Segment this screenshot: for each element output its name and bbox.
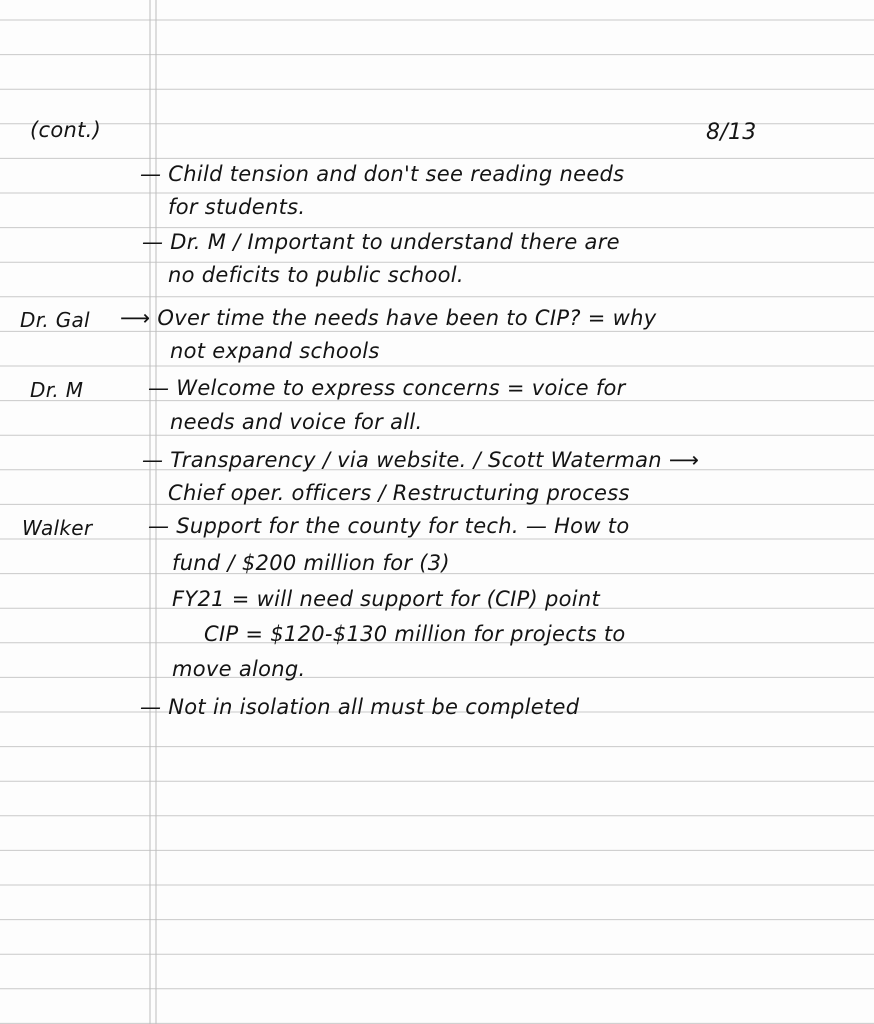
note-line-1: — Child tension and don't see reading needs xyxy=(140,162,625,186)
header-cont: (cont.) xyxy=(30,118,102,142)
speaker-dr-m: Dr. M xyxy=(30,378,84,402)
note-line-14: CIP = $120-$130 million for projects to xyxy=(204,622,626,646)
note-line-3: — Dr. M / Important to understand there are xyxy=(142,230,620,254)
note-line-16: — Not in isolation all must be completed xyxy=(140,695,580,719)
note-line-4: no deficits to public school. xyxy=(168,263,464,287)
note-line-8: needs and voice for all. xyxy=(170,410,423,434)
note-line-15: move along. xyxy=(172,657,306,681)
speaker-walker: Walker xyxy=(22,516,93,540)
note-line-6: not expand schools xyxy=(170,339,380,363)
note-line-11: — Support for the county for tech. — How to xyxy=(148,514,630,538)
note-line-9: — Transparency / via website. / Scott Waterman ⟶ xyxy=(142,448,700,472)
note-line-7: — Welcome to express concerns = voice for xyxy=(148,376,626,400)
note-line-5: ⟶ Over time the needs have been to CIP? = why xyxy=(120,306,657,330)
note-line-10: Chief oper. officers / Restructuring process xyxy=(168,481,630,505)
header-date: 8/13 xyxy=(706,120,757,145)
note-line-13: FY21 = will need support for (CIP) point xyxy=(172,587,601,611)
note-line-2: for students. xyxy=(168,195,306,219)
note-line-12: fund / $200 million for (3) xyxy=(172,551,450,575)
speaker-dr-gal: Dr. Gal xyxy=(20,308,90,332)
